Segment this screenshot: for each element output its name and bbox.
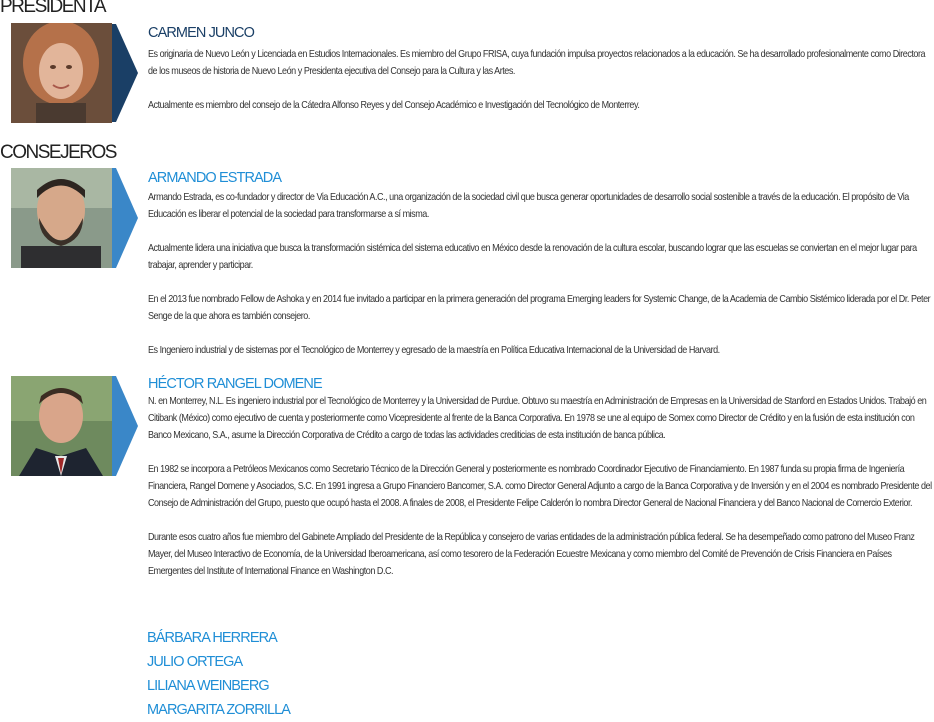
chevron-icon	[112, 24, 138, 122]
counselor-name: MARGARITA ZORRILLA	[147, 702, 291, 718]
bio-paragraph: Es originaria de Nuevo León y Licenciada en Estudios Internacionales. Es miembro del Grupo FRISA, cuya fundación impulsa proyectos relacionados a la educación. Se ha desarrollado profesionalmente como Directora de los museos de historia de Nuevo León y Presidenta ejecutiva del Consejo para la Cultura y las Artes.	[148, 48, 926, 77]
bio-paragraph: En el 2013 fue nombrado Fellow de Ashoka y en 2014 fue invitado a participar en la primera generación del programa Emerging leaders for Systemic Change, de la Academia de Cambio Sistémico liderada por el Dr. Peter Senge de la que ahora es también consejero.	[148, 293, 931, 322]
bio-paragraph: Armando Estrada, es co-fundador y director de Via Educación A.C., una organización de la sociedad civil que busca generar oportunidades de desarrollo social sostenible a través de la educación. El propósito de Via Educación es liberar el potencial de la sociedad para transformarse a sí misma.	[148, 191, 909, 220]
bio-paragraph: Durante esos cuatro años fue miembro del Gabinete Ampliado del Presidente de la República y consejero de varias entidades de la administración pública federal. Se ha desempeñado como patrono del Museo Franz Mayer, del Museo Interactivo de Economía, de la Universidad Iberoamericana, así como tesorero de la Federación Ecuestre Mexicana y como miembro del Comité de Prevención de Crisis Financiera en Países Emergentes del Institute of International Finance en Washington D.C.	[148, 531, 915, 577]
counselor-name: ARMANDO ESTRADA	[148, 170, 282, 186]
counselor-name: JULIO ORTEGA	[147, 654, 243, 670]
other-counselors-list	[147, 626, 290, 722]
bio-paragraph: Actualmente lidera una iniciativa que busca la transformación sistémica del sistema educativo en México desde la renovación de la cultura escolar, buscando lograr que las escuelas se conviertan en el mejor lugar para trabajar, aprender y participar.	[148, 242, 917, 271]
bio-paragraph: Es Ingeniero industrial y de sistemas por el Tecnológico de Monterrey y egresado de la maestría en Política Educativa Internacional de la Universidad de Harvard.	[148, 344, 720, 356]
bio-paragraph: En 1982 se incorpora a Petróleos Mexicanos como Secretario Técnico de la Dirección General y posteriormente es nombrado Coordinador Ejecutivo de Financiamiento. En 1987 funda su propia firma de Ingeniería Financiera, Rangel Domene y Asociados, S.C. En 1991 ingresa a Grupo Financiero Bancomer, S.A. como Director General Adjunto a cargo de la Banca Corporativa y de Inversión y en el 2004 es nombrado Presidente del Consejo de Administración del Grupo, puesto que ocupó hasta el 2008. A finales de 2008, el Presidente Felipe Calderón lo nombra Director General de Nacional Financiera y del Banco Nacional de Comercio Exterior.	[148, 463, 932, 509]
president-bio	[148, 46, 934, 114]
counselor-bio	[148, 393, 934, 580]
chevron-icon	[112, 376, 138, 476]
photo-carmen-junco	[11, 23, 112, 123]
chevron-icon	[112, 168, 138, 268]
section-title-presidenta: PRESIDENTA	[0, 0, 106, 17]
bio-paragraph: Actualmente es miembro del consejo de la Cátedra Alfonso Reyes y del Consejo Académico e Investigación del Tecnológico de Monterrey.	[148, 99, 640, 111]
section-title-consejeros: CONSEJEROS	[0, 142, 116, 163]
counselor-name: LILIANA WEINBERG	[147, 678, 269, 694]
counselor-name: HÉCTOR RANGEL DOMENE	[148, 376, 322, 392]
photo-hector-rangel-domene	[11, 376, 112, 476]
bio-paragraph: N. en Monterrey, N.L. Es ingeniero industrial por el Tecnológico de Monterrey y la Universidad de Purdue. Obtuvo su maestría en Administración de Empresas en la Universidad de Stanford en Estados Unidos. Trabajó en Citibank (México) como ejecutivo de cuenta y posteriormente como Vicepresidente al frente de la Banca Corporativa. En 1978 se une al equipo de Somex como Director de Crédito y en la fusión de esta institución con Banco Mexicano, S.A., asume la Dirección Corporativa de Crédito a cargo de todas las actividades crediticias de esta institución de banca pública.	[148, 395, 927, 441]
president-name: CARMEN JUNCO	[148, 25, 255, 41]
photo-armando-estrada	[11, 168, 112, 268]
counselor-bio	[148, 189, 934, 359]
counselor-name: BÁRBARA HERRERA	[147, 630, 277, 646]
